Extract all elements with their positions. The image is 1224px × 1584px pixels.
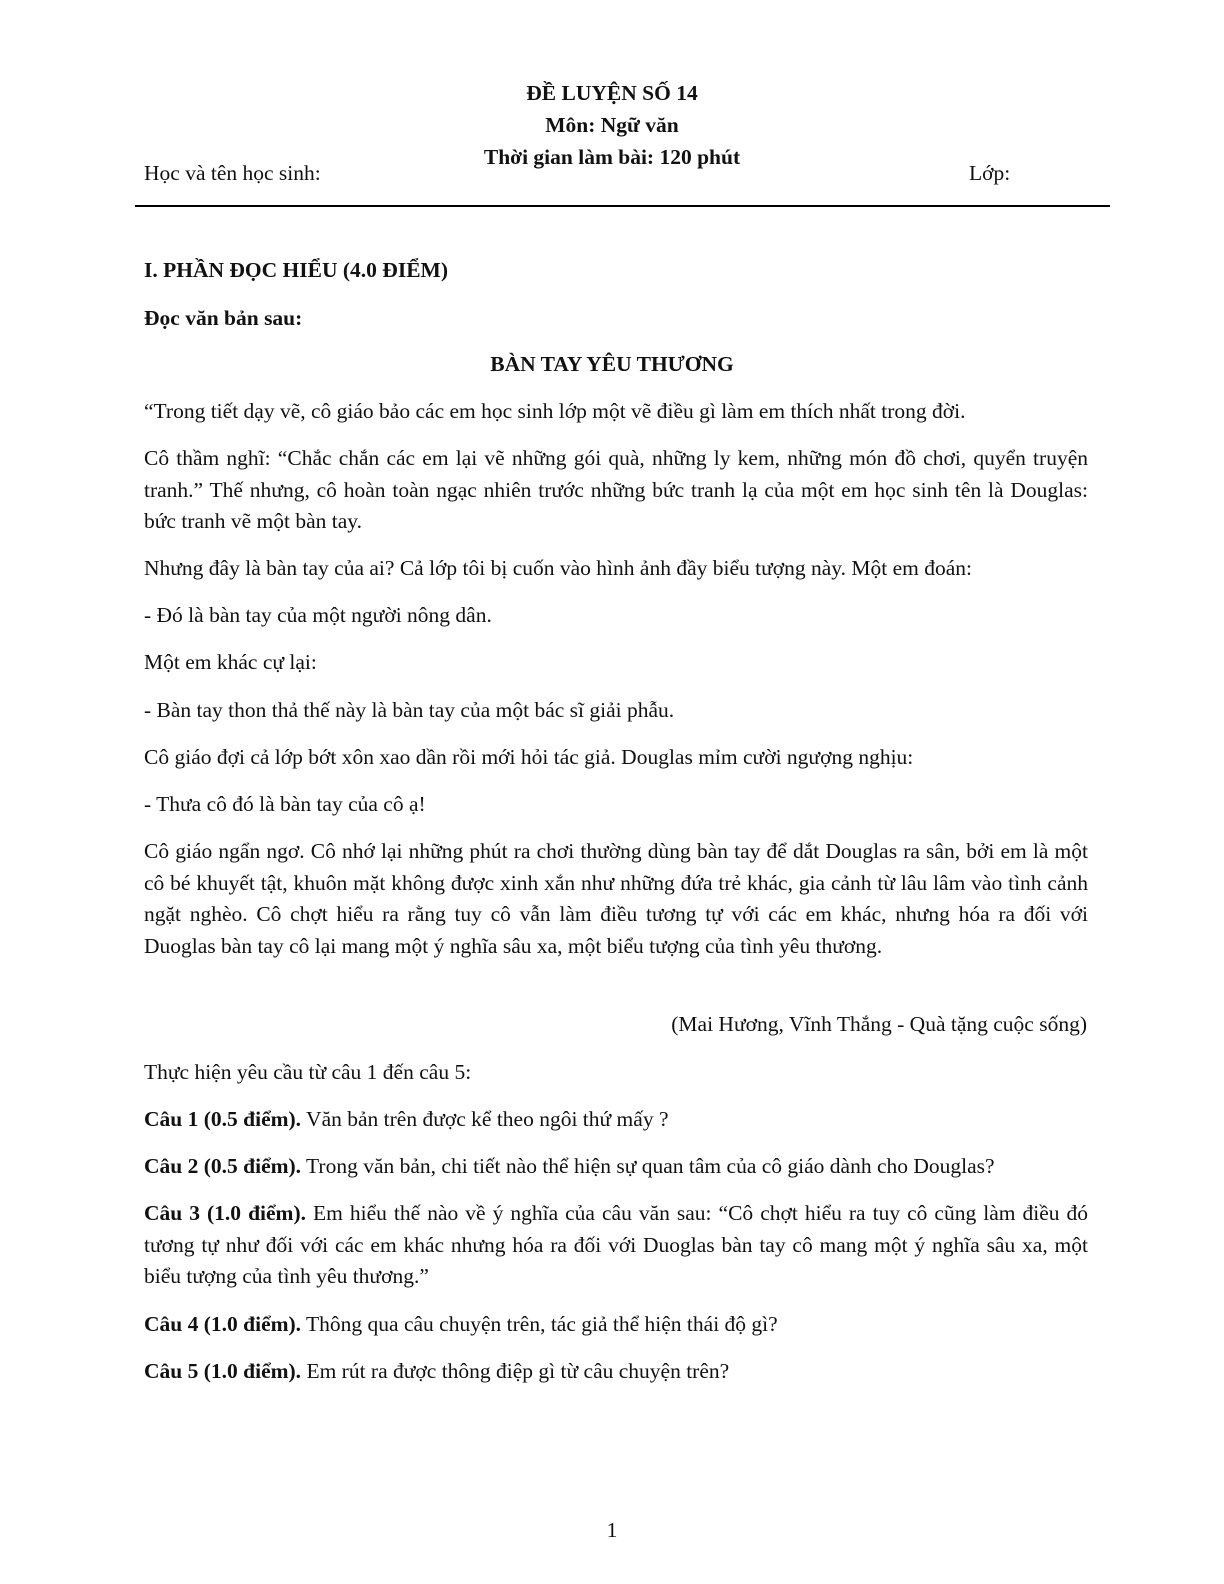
header-divider <box>135 205 1110 207</box>
question-5 <box>144 1356 1088 1388</box>
story-paragraph-5: Một em khác cự lại: <box>144 650 317 674</box>
story-paragraph-9: Cô giáo ngẩn ngơ. Cô nhớ lại những phút ra chơi thường dùng bàn tay để dắt Douglas ra sân, bởi em là một cô bé khuyết tật, khuôn mặt không được xinh xắn như những đứa trẻ khác, gia cảnh từ lâu lâm vào tình cảnh ngặt nghèo. Cô chợt hiểu ra rằng tuy cô vẫn làm điều tương tự với các em khác, nhưng hóa ra đối với Duoglas bàn tay cô lại mang một ý nghĩa sâu xa, một biểu tượng của tình yêu thương. <box>144 839 1088 958</box>
question-3 <box>144 1198 1088 1293</box>
tasks-intro: Thực hiện yêu cầu từ câu 1 đến câu 5: <box>144 1060 472 1084</box>
story-title: BÀN TAY YÊU THƯƠNG <box>490 352 734 376</box>
question-5-text: Em rút ra được thông điệp gì từ câu chuyện trên? <box>301 1359 730 1383</box>
question-1 <box>144 1104 1088 1136</box>
subject-line: Môn: Ngữ văn <box>545 113 679 137</box>
exam-title: ĐỀ LUYỆN SỐ 14 <box>526 81 698 105</box>
story-paragraph-3: Nhưng đây là bàn tay của ai? Cả lớp tôi bị cuốn vào hình ảnh đầy biểu tượng này. Một em đoán: <box>144 556 973 580</box>
question-3-label: Câu 3 (1.0 điểm). <box>144 1201 306 1225</box>
time-line: Thời gian làm bài: 120 phút <box>483 145 741 169</box>
question-5-label: Câu 5 (1.0 điểm). <box>144 1359 302 1383</box>
section-heading: I. PHẦN ĐỌC HIỂU (4.0 ĐIỂM) <box>144 258 448 282</box>
story-paragraph-1: “Trong tiết dạy vẽ, cô giáo bảo các em học sinh lớp một vẽ điều gì làm em thích nhất trong đời. <box>144 399 966 423</box>
read-instruction: Đọc văn bản sau: <box>144 306 303 330</box>
story-paragraph-6: - Bàn tay thon thả thế này là bàn tay của một bác sĩ giải phẫu. <box>144 698 675 722</box>
question-1-text: Văn bản trên được kể theo ngôi thứ mấy ? <box>301 1107 669 1131</box>
question-4-text: Thông qua câu chuyện trên, tác giả thể hiện thái độ gì? <box>301 1312 778 1336</box>
question-1-label: Câu 1 (0.5 điểm). <box>144 1107 302 1131</box>
story-source: (Mai Hương, Vĩnh Thắng - Quà tặng cuộc sống) <box>671 1012 1087 1036</box>
question-2-text: Trong văn bản, chi tiết nào thể hiện sự quan tâm của cô giáo dành cho Douglas? <box>301 1154 995 1178</box>
class-label: Lớp: <box>969 161 1011 185</box>
story-paragraph-7: Cô giáo đợi cả lớp bớt xôn xao dần rồi mới hỏi tác giả. Douglas mỉm cười ngượng nghịu: <box>144 745 914 769</box>
question-2-label: Câu 2 (0.5 điểm). <box>144 1154 302 1178</box>
story-paragraph-8: - Thưa cô đó là bàn tay của cô ạ! <box>144 792 426 816</box>
story-paragraph-2: Cô thầm nghĩ: “Chắc chắn các em lại vẽ những gói quà, những ly kem, những món đồ chơi, quyển truyện tranh.” Thế nhưng, cô hoàn toàn ngạc nhiên trước những bức tranh lạ của một em học sinh tên là Douglas: bức tranh vẽ một bàn tay. <box>144 446 1088 533</box>
page-number: 1 <box>606 1518 618 1542</box>
question-2 <box>144 1151 1088 1183</box>
story-paragraph-4: - Đó là bàn tay của một người nông dân. <box>144 603 492 627</box>
question-4 <box>144 1309 1088 1341</box>
student-name-label: Học và tên học sinh: <box>144 161 321 185</box>
question-3-text: Em hiểu thế nào về ý nghĩa của câu văn sau: “Cô chợt hiểu ra tuy cô cũng làm điều đó tương tự như đối với các em khác nhưng hóa ra đối với Duoglas bàn tay cô mang một ý nghĩa sâu xa, một biểu tượng của tình yêu thương.” <box>144 1201 1089 1288</box>
question-4-label: Câu 4 (1.0 điểm). <box>144 1312 302 1336</box>
